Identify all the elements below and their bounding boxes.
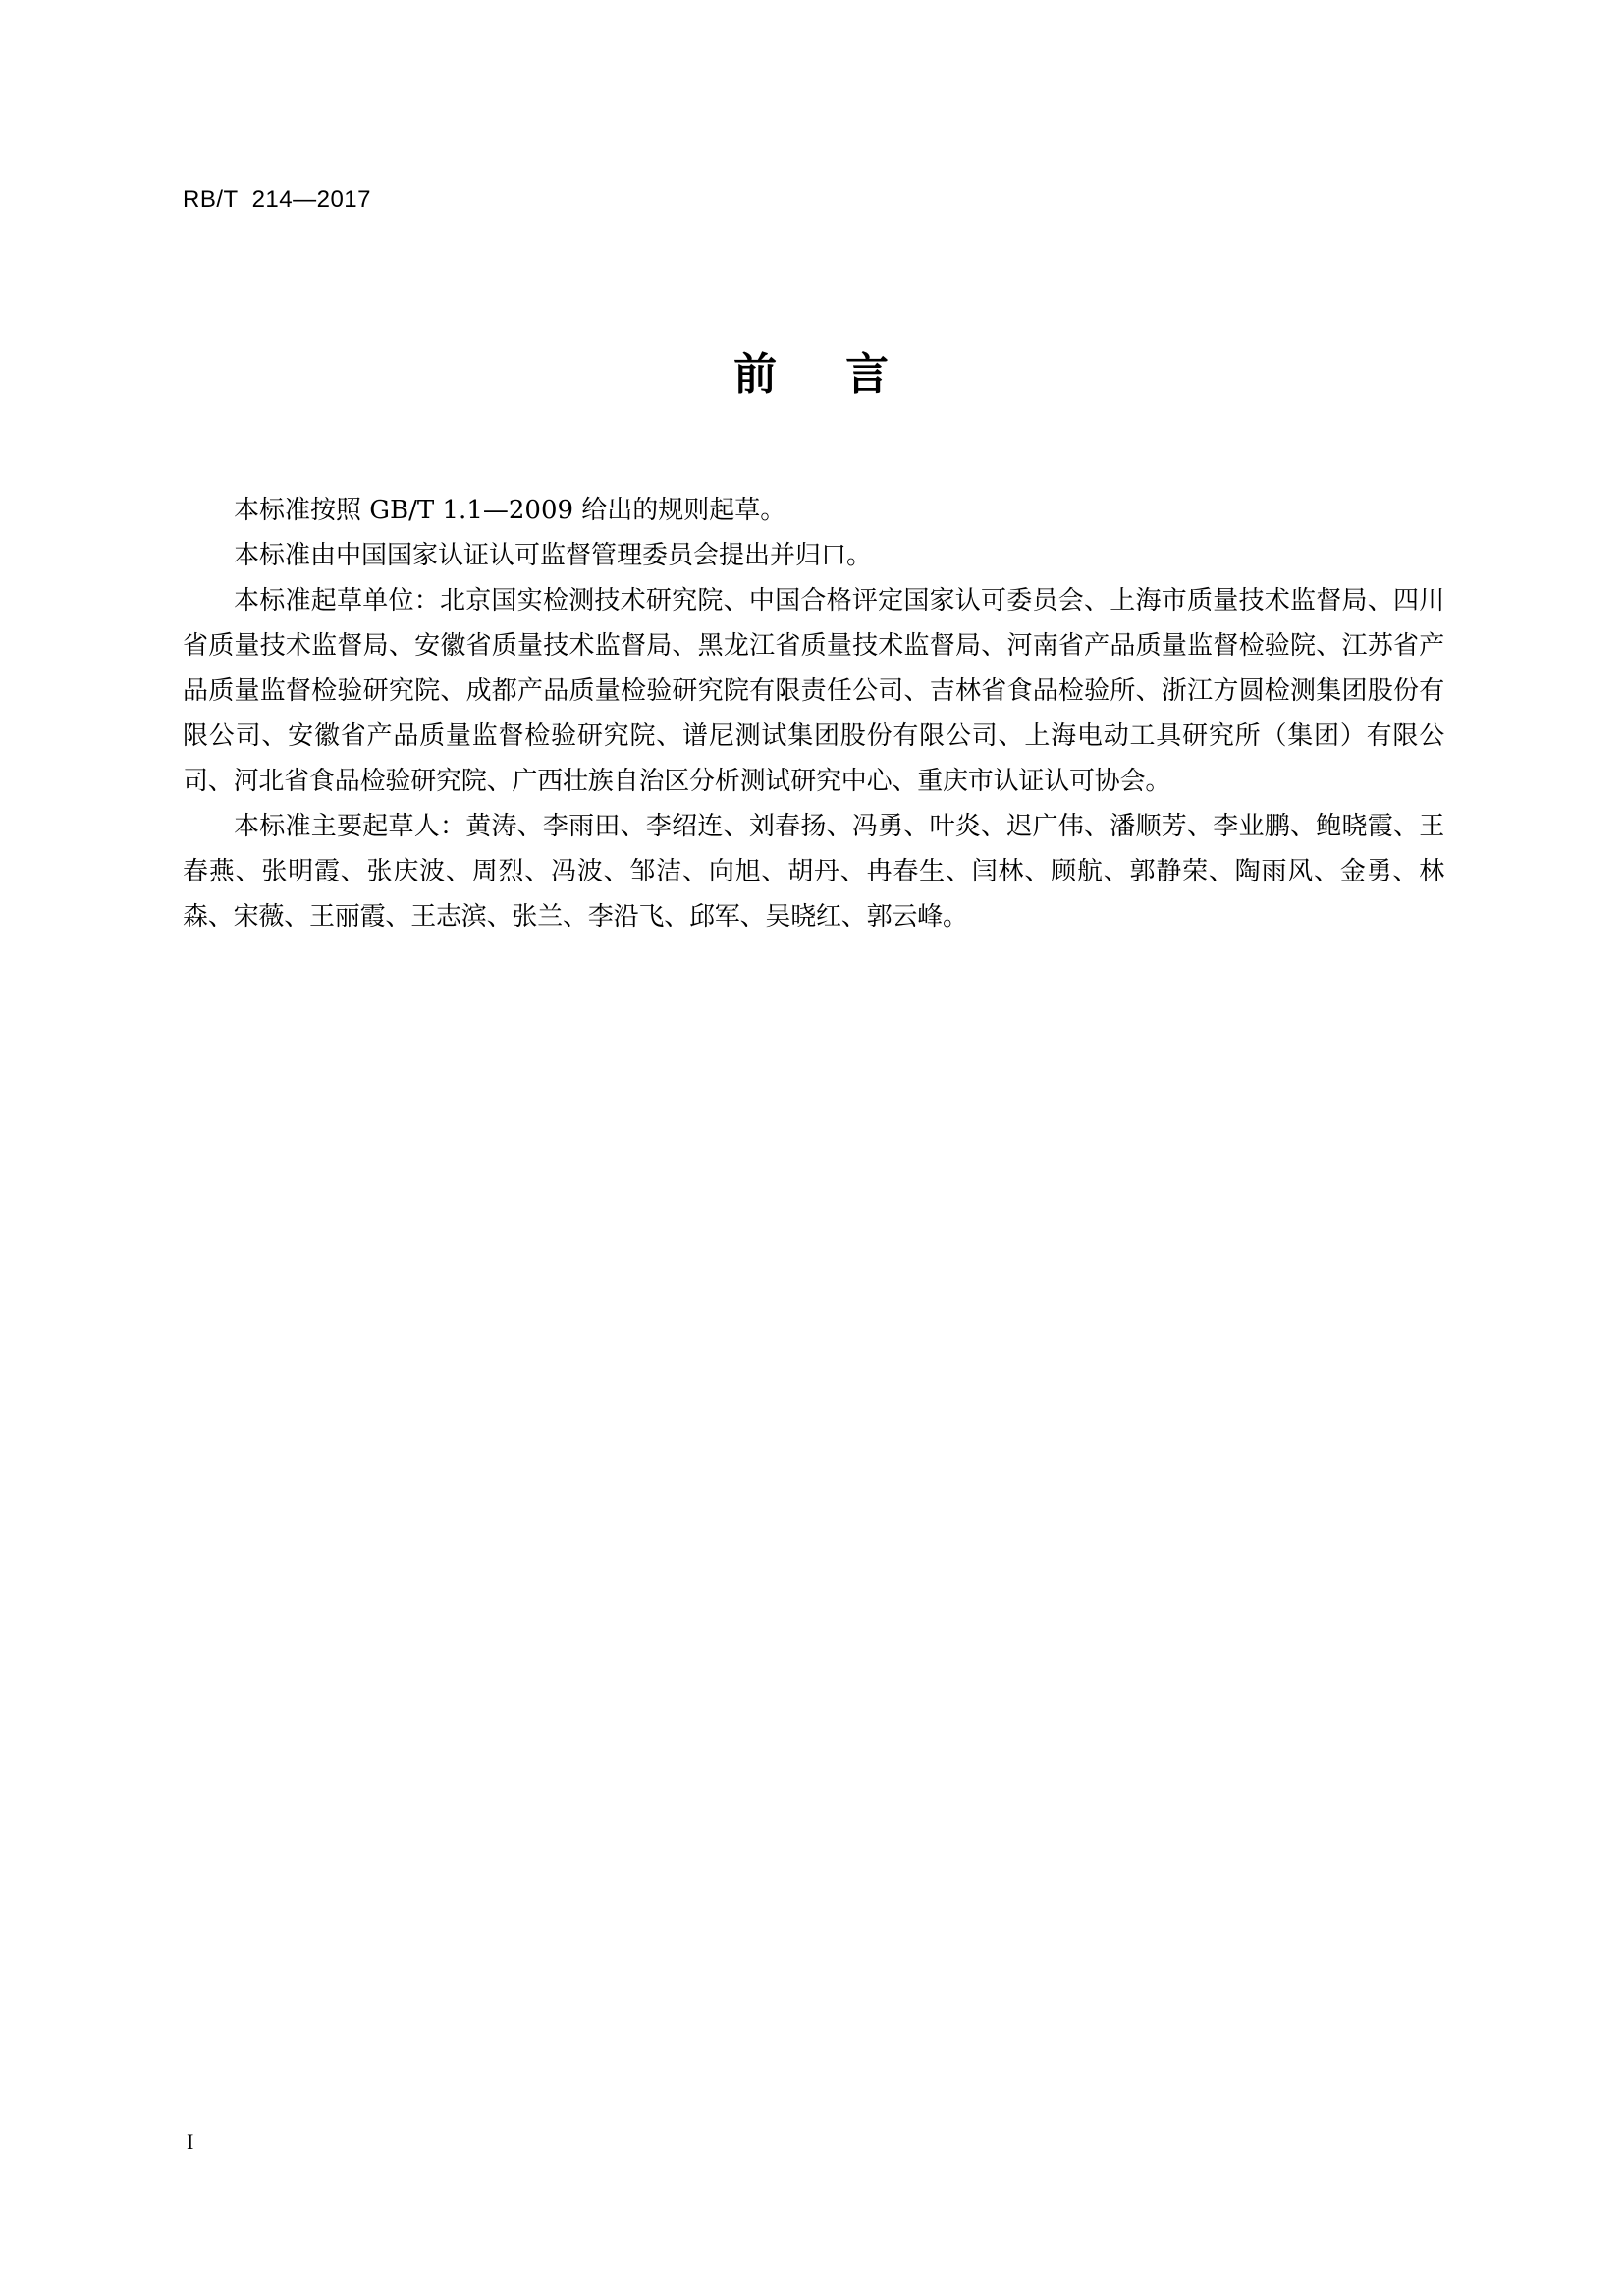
paragraph-proposing-authority: 本标准由中国国家认证认可监督管理委员会提出并归口。 <box>234 541 873 570</box>
paragraph-main-drafters: 本标准主要起草人：黄涛、李雨田、李绍连、刘春扬、冯勇、叶炎、迟广伟、潘顺芳、李业鹏、鲍晓霞、王春燕、张明霞、张庆波、周烈、冯波、邹洁、向旭、胡丹、冉春生、闫林、顾航、郭静荣、陶雨风、金勇、林森、宋薇、王丽霞、王志滨、张兰、李沿飞、邱军、吴晓红、郭云峰。 <box>183 812 1444 932</box>
paragraph-drafting-rules: 本标准按照 GB/T 1.1—2009 给出的规则起草。 <box>234 496 786 525</box>
foreword-content <box>183 488 1444 939</box>
paragraph-drafting-organizations: 本标准起草单位：北京国实检测技术研究院、中国合格评定国家认可委员会、上海市质量技术监督局、四川省质量技术监督局、安徽省质量技术监督局、黑龙江省质量技术监督局、河南省产品质量监督检验院、江苏省产品质量监督检验研究院、成都产品质量检验研究院有限责任公司、吉林省食品检验所、浙江方圆检测集团股份有限公司、安徽省产品质量监督检验研究院、谱尼测试集团股份有限公司、上海电动工具研究所（集团）有限公司、河北省食品检验研究院、广西壮族自治区分析测试研究中心、重庆市认证认可协会。 <box>183 586 1444 796</box>
page-title: 前 言 <box>733 349 891 400</box>
standard-code-header: RB/T 214—2017 <box>183 187 372 213</box>
page-number: I <box>187 2129 194 2154</box>
